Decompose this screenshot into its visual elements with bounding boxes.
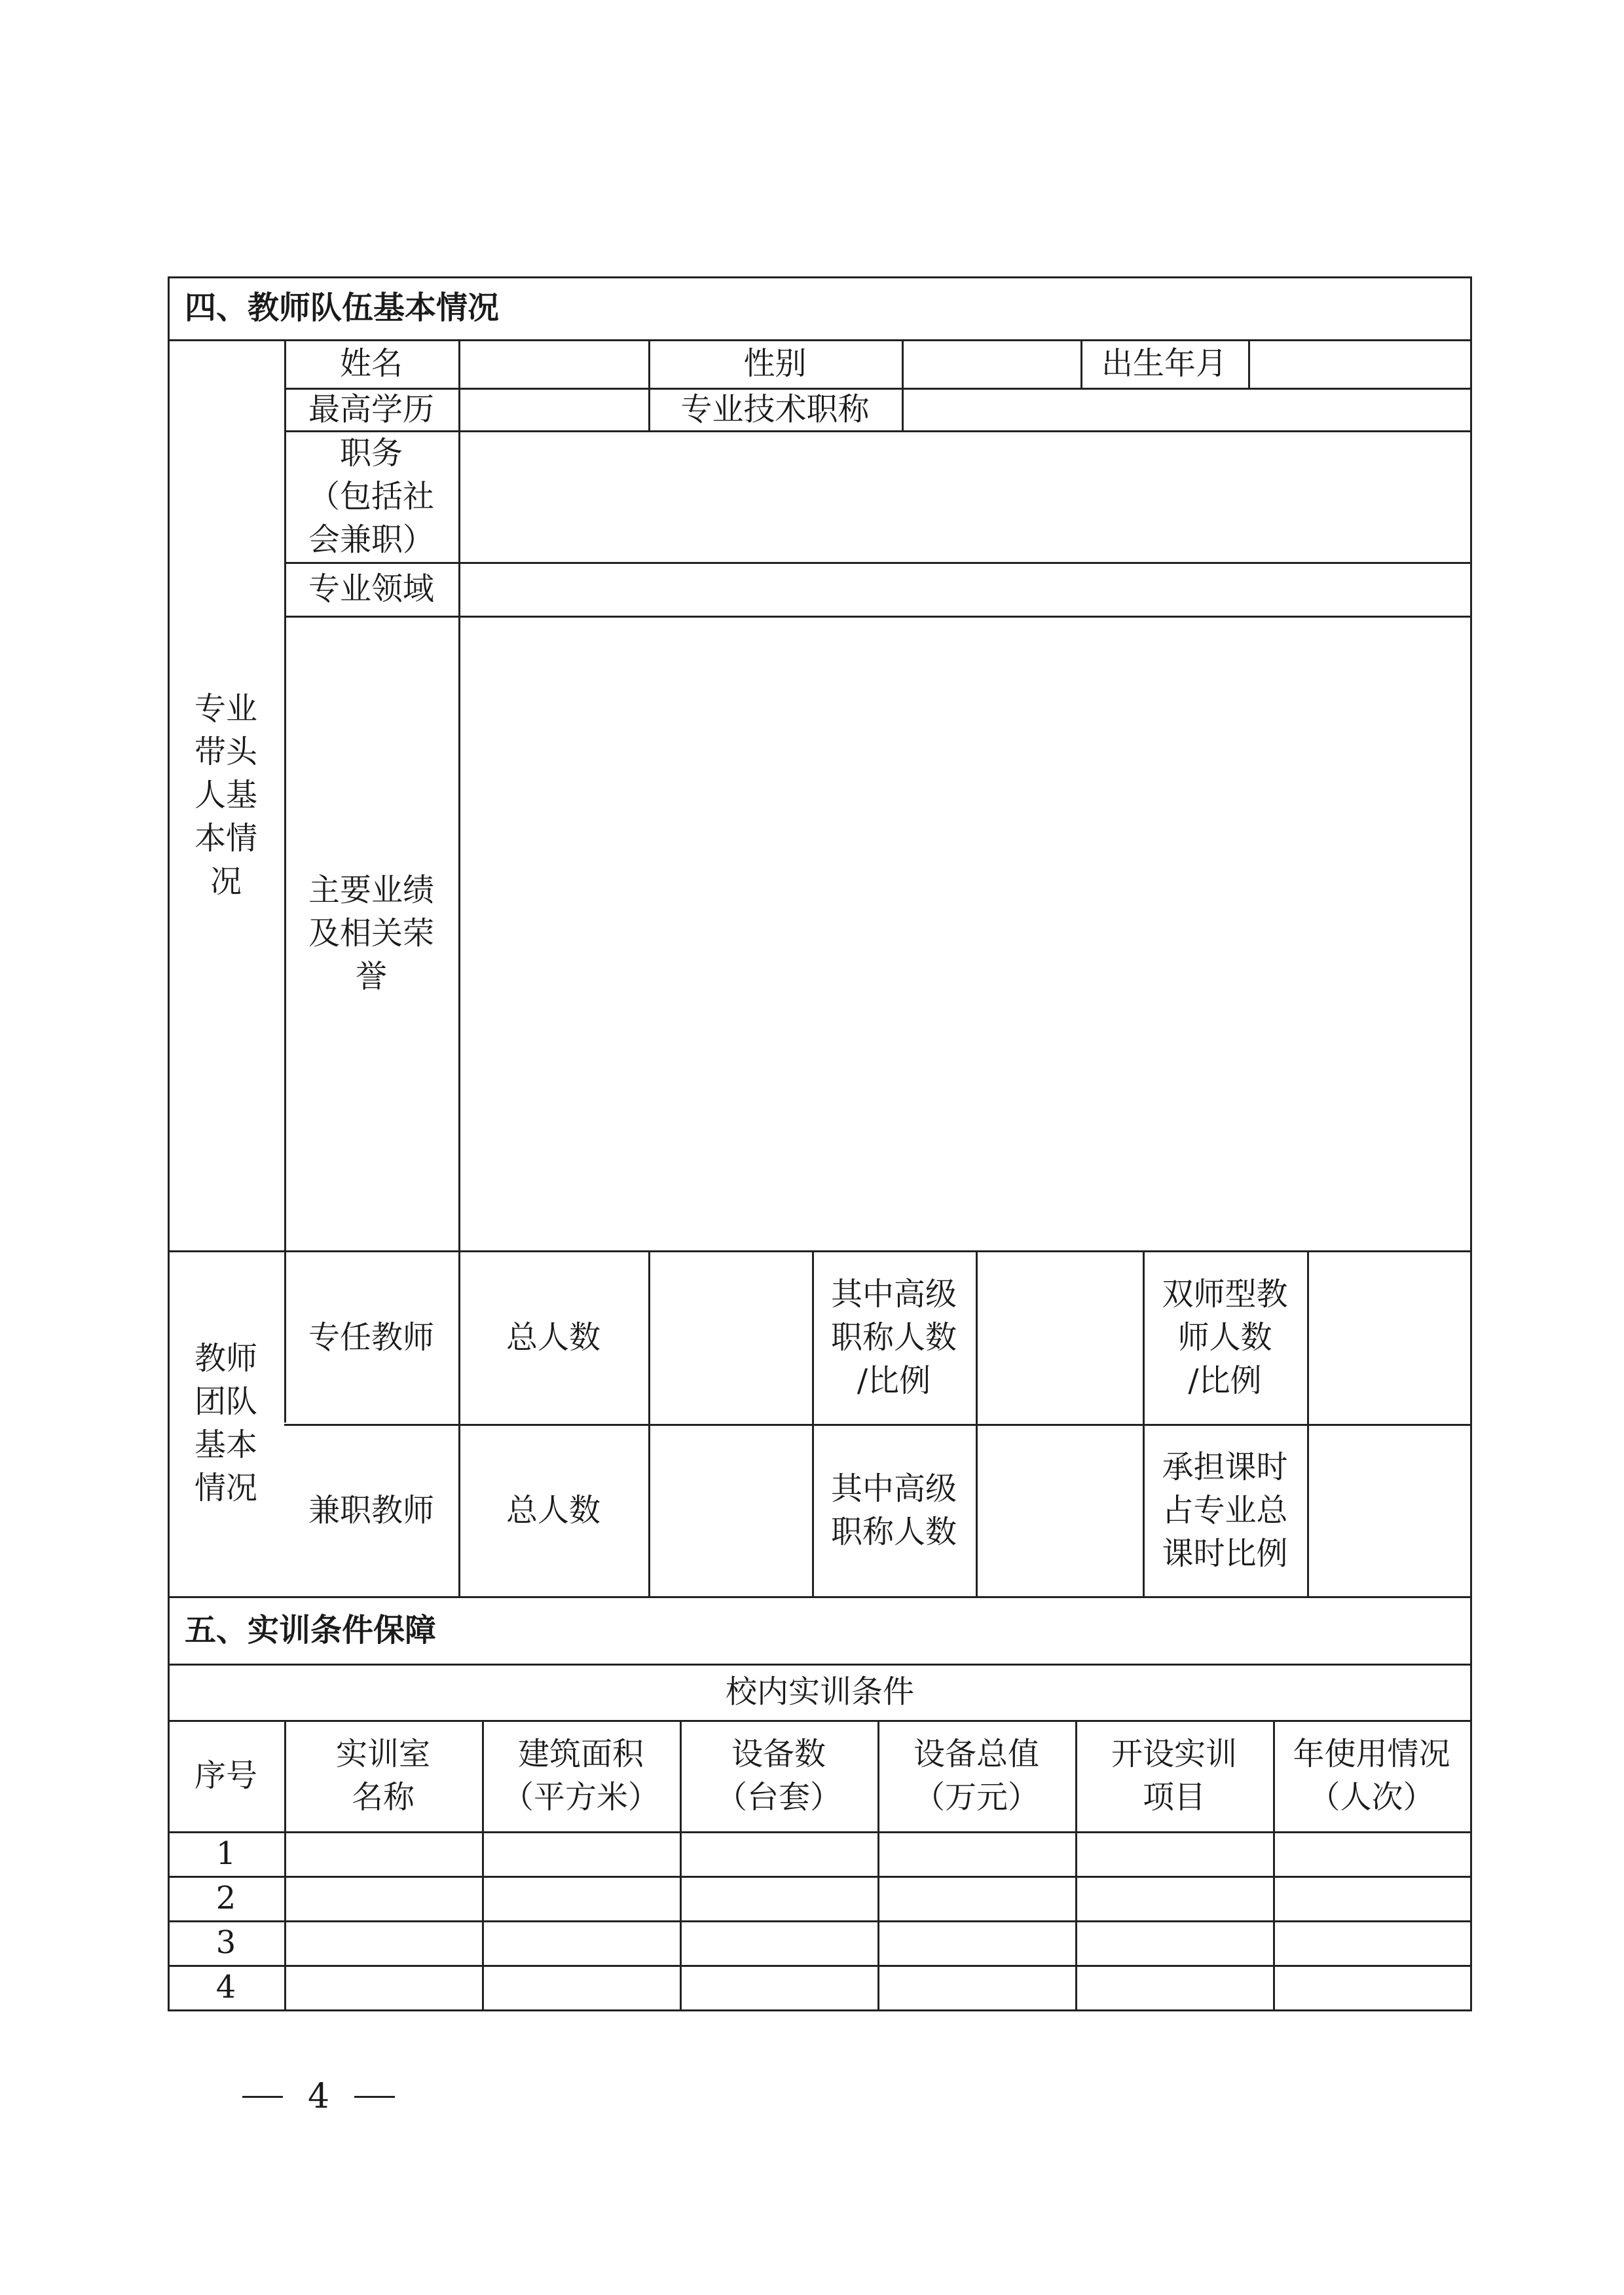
gender-label: 性别 <box>743 345 807 382</box>
parttime-total-value[interactable] <box>650 1426 812 1596</box>
section-4-title: 四、教师队伍基本情况 <box>185 289 500 326</box>
fulltime-senior-label: 其中高级 职称人数 /比例 <box>830 1275 957 1399</box>
col-header-area: 建筑面积 （平方米） <box>502 1736 659 1816</box>
fulltime-senior-value[interactable] <box>978 1252 1143 1424</box>
section-5-subtitle: 校内实训条件 <box>725 1673 914 1710</box>
field-label: 专业领域 <box>308 570 434 607</box>
parttime-senior-value[interactable] <box>978 1426 1143 1596</box>
col-header-seq: 序号 <box>194 1757 257 1794</box>
training-row-cells[interactable] <box>286 1833 1470 2009</box>
page-number-text: 4 <box>308 2077 330 2116</box>
leader-group-label: 专业 带头 人基 本情 况 <box>194 690 257 900</box>
hours-ratio-value[interactable] <box>1309 1426 1470 1596</box>
birth-value[interactable] <box>1250 341 1470 388</box>
position-label: 职务 （包括社 会兼职） <box>308 434 434 558</box>
parttime-total-label: 总人数 <box>506 1491 600 1529</box>
professional-title-value[interactable] <box>904 390 1470 430</box>
name-value[interactable] <box>460 341 648 388</box>
col-header-equipment-value: 设备总值 （万元） <box>913 1736 1039 1816</box>
fulltime-teacher-label: 专任教师 <box>308 1318 434 1356</box>
name-label: 姓名 <box>339 345 403 382</box>
col-header-equipment-count: 设备数 （台套） <box>715 1736 841 1816</box>
dual-teacher-value[interactable] <box>1309 1252 1470 1424</box>
education-value[interactable] <box>460 390 648 430</box>
row-number: 4 <box>215 1969 236 2006</box>
section-5-title: 五、实训条件保障 <box>185 1611 437 1649</box>
page-number <box>242 2074 395 2119</box>
team-group-label: 教师 团队 基本 情况 <box>194 1340 257 1506</box>
hours-ratio-label: 承担课时 占专业总 课时比例 <box>1162 1448 1288 1572</box>
dash-left <box>242 2096 283 2098</box>
education-label: 最高学历 <box>308 390 434 428</box>
gender-value[interactable] <box>904 341 1080 388</box>
parttime-senior-label: 其中高级 职称人数 <box>830 1470 957 1550</box>
dual-teacher-label: 双师型教 师人数 /比例 <box>1162 1275 1288 1399</box>
fulltime-total-label: 总人数 <box>506 1318 600 1356</box>
position-value[interactable] <box>460 432 1470 562</box>
row-number: 1 <box>215 1835 236 1872</box>
row-number: 3 <box>215 1924 236 1961</box>
field-value[interactable] <box>460 564 1470 616</box>
parttime-teacher-label: 兼职教师 <box>308 1491 434 1529</box>
fulltime-total-value[interactable] <box>650 1252 812 1424</box>
col-header-room-name: 实训室 名称 <box>335 1736 430 1816</box>
row-number: 2 <box>215 1880 236 1916</box>
achievement-value[interactable] <box>460 618 1470 1250</box>
birth-label: 出生年月 <box>1101 345 1227 382</box>
professional-title-label: 专业技术职称 <box>680 390 870 428</box>
achievement-label: 主要业绩 及相关荣 誉 <box>308 872 434 995</box>
col-header-training-items: 开设实训 项目 <box>1111 1736 1237 1816</box>
col-header-annual-usage: 年使用情况 （人次） <box>1293 1736 1450 1816</box>
dash-right <box>354 2096 395 2098</box>
